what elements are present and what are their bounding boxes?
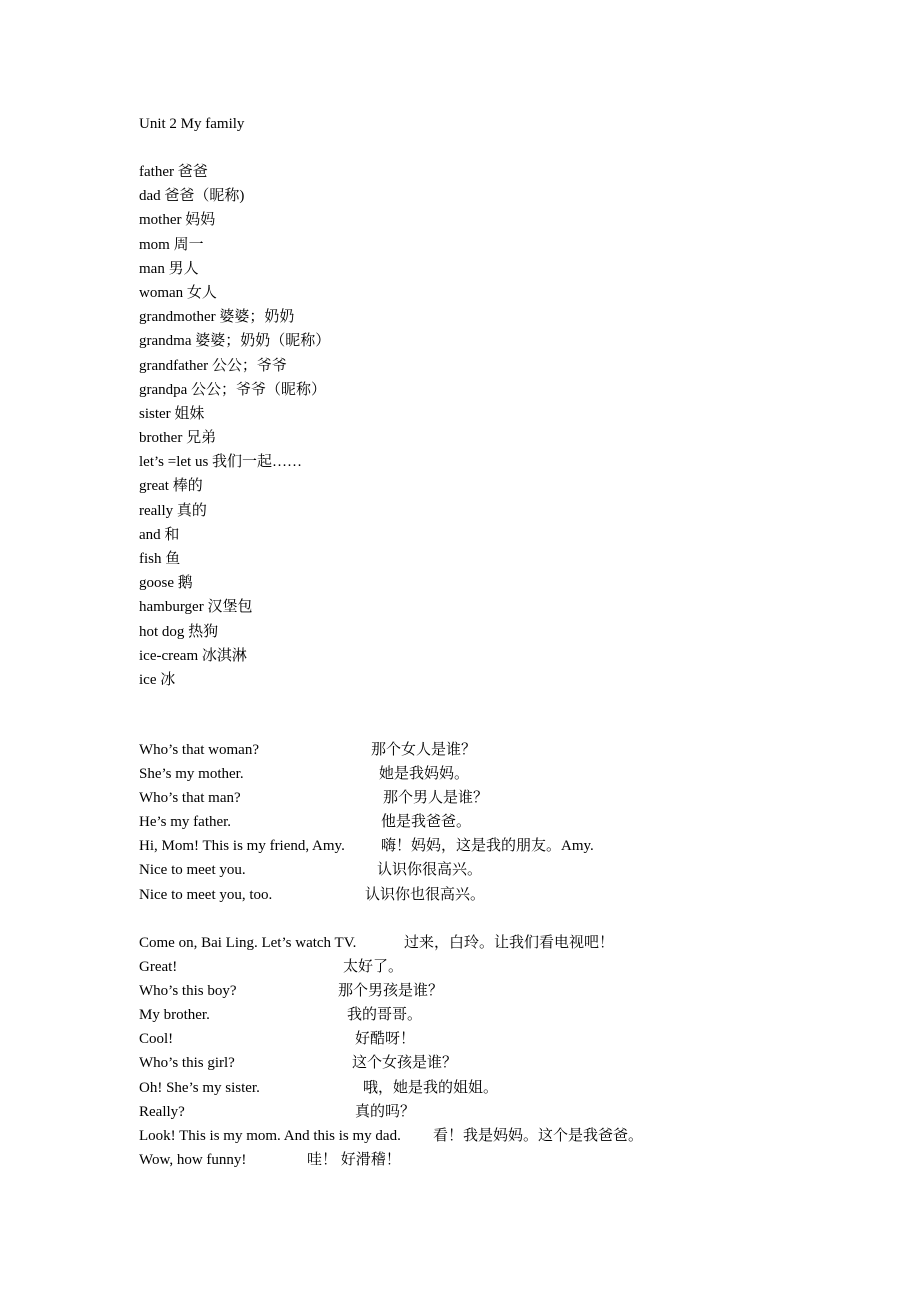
- dialog-line-chinese: 那个女人是谁？: [371, 742, 477, 758]
- dialog-line-english: Who’s that woman?: [139, 742, 259, 758]
- vocab-item: goose 鹅: [139, 575, 193, 592]
- dialog-line-english: Great!: [139, 959, 178, 976]
- dialog-line-chinese: 哇！ 好滑稽！: [307, 1151, 401, 1168]
- dialog-line-chinese: 这个女孩是谁？: [352, 1055, 458, 1072]
- vocab-item: let’s =let us 我们一起……: [139, 454, 303, 471]
- vocab-item: ice-cream 冰淇淋: [139, 647, 247, 664]
- dialog-line-chinese: 太好了。: [343, 959, 404, 976]
- dialog-line-english: Cool!: [139, 1031, 174, 1048]
- document-title: Unit 2 My family: [139, 116, 245, 132]
- dialog-line-english: Who’s this girl?: [139, 1055, 235, 1072]
- vocab-item: ice 冰: [139, 671, 176, 688]
- dialog-line-chinese: 看！我是妈妈。这个是我爸爸。: [433, 1127, 644, 1144]
- vocab-item: woman 女人: [139, 284, 217, 301]
- dialog-line-english: Who’s this boy?: [139, 983, 237, 1000]
- vocab-item: grandmother 婆婆；奶奶: [139, 309, 295, 326]
- dialog-line-english: He’s my father.: [139, 814, 232, 831]
- dialog-line-chinese: 好酷呀！: [355, 1031, 416, 1048]
- vocab-item: hamburger 汉堡包: [139, 599, 253, 616]
- dialog-line-chinese: 哦，她是我的姐姐。: [363, 1079, 499, 1096]
- dialog-line-english: Oh! She’s my sister.: [139, 1079, 260, 1096]
- dialog-line-english: Really?: [139, 1103, 185, 1120]
- vocab-item: brother 兄弟: [139, 430, 217, 447]
- dialog-line-english: Nice to meet you.: [139, 862, 246, 879]
- dialog-line-chinese: 她是我妈妈。: [379, 766, 470, 783]
- dialog-line-english: Who’s that man?: [139, 790, 241, 807]
- vocab-item: sister 姐妹: [139, 405, 205, 422]
- dialog-line-english: My brother.: [139, 1007, 210, 1024]
- dialog-line-chinese: 认识你很高兴。: [377, 862, 483, 879]
- dialog-line-english: Nice to meet you, too.: [139, 886, 273, 903]
- vocab-item: mom 周一: [139, 236, 204, 253]
- dialog-line-english: Wow, how funny!: [139, 1151, 247, 1168]
- dialog-line-chinese: 嗨！妈妈，这是我的朋友。Amy.: [381, 838, 594, 855]
- vocab-item: mother 妈妈: [139, 212, 216, 229]
- dialog-line-chinese: 过来，白玲。让我们看电视吧！: [404, 935, 615, 951]
- vocab-item: man 男人: [139, 260, 199, 277]
- vocab-item: dad 爸爸（昵称): [139, 188, 245, 205]
- vocab-item: hot dog 热狗: [139, 623, 219, 640]
- dialog-line-english: Look! This is my mom. And this is my dad.: [139, 1127, 401, 1144]
- vocab-item: grandpa 公公；爷爷（昵称）: [139, 381, 327, 398]
- vocab-item: grandfather 公公；爷爷: [139, 357, 287, 374]
- dialog-line-english: She’s my mother.: [139, 766, 244, 783]
- vocab-item: great 棒的: [139, 478, 203, 495]
- dialog-line-chinese: 他是我爸爸。: [381, 814, 472, 831]
- vocab-item: grandma 婆婆；奶奶（昵称）: [139, 333, 331, 350]
- dialog-line-english: Come on, Bai Ling. Let’s watch TV.: [139, 935, 357, 951]
- dialog-line-chinese: 那个男孩是谁？: [338, 983, 444, 1000]
- vocab-item: and 和: [139, 526, 180, 543]
- vocab-item: really 真的: [139, 502, 207, 519]
- dialog-line-chinese: 真的吗？: [355, 1103, 416, 1120]
- dialog-line-chinese: 那个男人是谁？: [383, 790, 489, 807]
- dialog-line-english: Hi, Mom! This is my friend, Amy.: [139, 838, 345, 855]
- vocabulary-list: [139, 162, 330, 694]
- dialog-line-chinese: 认识你也很高兴。: [365, 886, 486, 903]
- dialog-line-chinese: 我的哥哥。: [347, 1007, 423, 1024]
- vocab-item: father 爸爸: [139, 164, 208, 180]
- vocab-item: fish 鱼: [139, 551, 181, 567]
